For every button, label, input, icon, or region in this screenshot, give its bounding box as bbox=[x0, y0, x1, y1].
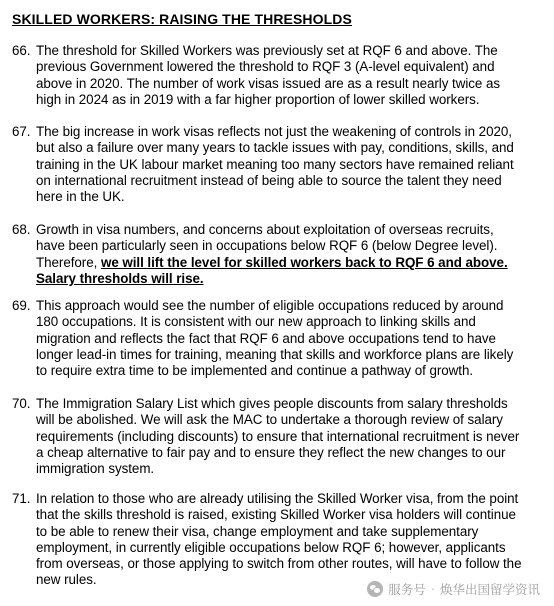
paragraph-line: from overseas, or those applying to switch from other routes, will have to follow the bbox=[36, 556, 522, 572]
paragraph-text: Therefore, bbox=[36, 254, 101, 270]
paragraph-line: have been particularly seen in occupations below RQF 6 (below Degree level). bbox=[36, 238, 498, 254]
paragraph-line: 180 occupations. It is consistent with our new approach to linking skills and bbox=[36, 314, 476, 330]
paragraph-number: 67. bbox=[12, 124, 31, 139]
wechat-icon bbox=[367, 581, 383, 597]
paragraph-line: requirements (including discounts) to ensure that international recruitment is never bbox=[36, 428, 520, 444]
paragraph-number: 71. bbox=[12, 491, 31, 506]
paragraph-number: 70. bbox=[12, 396, 31, 411]
section-heading: SKILLED WORKERS: RAISING THE THRESHOLDS bbox=[12, 11, 352, 27]
paragraph-line: immigration system. bbox=[36, 461, 155, 477]
watermark-account: 焕华出国留学资讯 bbox=[439, 583, 540, 597]
paragraph-line: here in the UK. bbox=[36, 189, 125, 205]
paragraph-line: to be able to renew their visa, change employment and take supplementary bbox=[36, 523, 479, 539]
paragraph-66 bbox=[12, 43, 548, 108]
paragraph-68 bbox=[12, 222, 548, 287]
paragraph-line: Growth in visa numbers, and concerns about exploitation of overseas recruits, bbox=[36, 222, 494, 237]
paragraph-line: This approach would see the number of eligible occupations reduced by around bbox=[36, 298, 504, 313]
paragraph-line: previous Government lowered the threshold to RQF 3 (A-level equivalent) and bbox=[36, 59, 495, 75]
paragraph-67 bbox=[12, 124, 548, 205]
paragraph-line: The threshold for Skilled Workers was previously set at RQF 6 and above. The bbox=[36, 43, 498, 58]
paragraph-line: In relation to those who are already utilising the Skilled Worker visa, from the point bbox=[36, 491, 519, 506]
paragraph-71 bbox=[12, 491, 548, 589]
paragraph-line: training in the UK labour market meaning too many sectors have remained reliant bbox=[36, 156, 514, 172]
paragraph-line-mixed bbox=[36, 255, 548, 271]
watermark-separator: · bbox=[430, 582, 435, 596]
paragraph-line: employment, in currently eligible occupations below RQF 6; however, applicants bbox=[36, 539, 506, 555]
paragraph-line: will be abolished. We will ask the MAC to undertake a thorough review of salary bbox=[36, 412, 503, 428]
paragraph-line: but also a failure over many years to tackle issues with pay, conditions, skills, and bbox=[36, 140, 514, 156]
paragraph-line: that the skills threshold is raised, existing Skilled Worker visa holders will continue bbox=[36, 507, 516, 523]
paragraph-line: migration and reflects the fact that RQF 6 and above occupations tend to have bbox=[36, 330, 496, 346]
paragraph-line: The big increase in work visas reflects not just the weakening of controls in 2020, bbox=[36, 124, 512, 139]
paragraph-69 bbox=[12, 298, 548, 379]
paragraph-line: a cheap alternative to fair pay and to ensure they reflect the new changes to our bbox=[36, 444, 506, 460]
paragraph-number: 68. bbox=[12, 222, 31, 237]
paragraph-70 bbox=[12, 396, 548, 477]
paragraph-line: high in 2024 as in 2019 with a far higher proportion of lower skilled workers. bbox=[36, 91, 480, 107]
emphasized-text: we will lift the level for skilled workers back to RQF 6 and above. bbox=[100, 254, 508, 270]
paragraph-line: longer lead-in times for training, meaning that skills and workforce plans are likely bbox=[36, 346, 514, 362]
paragraph-line: new rules. bbox=[36, 572, 97, 588]
emphasized-text: Salary thresholds will rise. bbox=[36, 270, 204, 286]
watermark-label: 服务号 bbox=[388, 583, 426, 597]
account-watermark bbox=[367, 580, 540, 598]
paragraph-number: 66. bbox=[12, 43, 31, 58]
paragraph-line: on international recruitment instead of being able to source the talent they need bbox=[36, 172, 502, 188]
paragraph-line: The Immigration Salary List which gives people discounts from salary thresholds bbox=[36, 396, 508, 411]
paragraph-line: above in 2020. The number of work visas issued are as a result nearly twice as bbox=[36, 75, 501, 91]
paragraph-number: 69. bbox=[12, 298, 31, 313]
paragraph-line-emphasis bbox=[36, 271, 548, 287]
paragraph-line: to require extra time to be implemented and continue a pathway of growth. bbox=[36, 363, 474, 379]
